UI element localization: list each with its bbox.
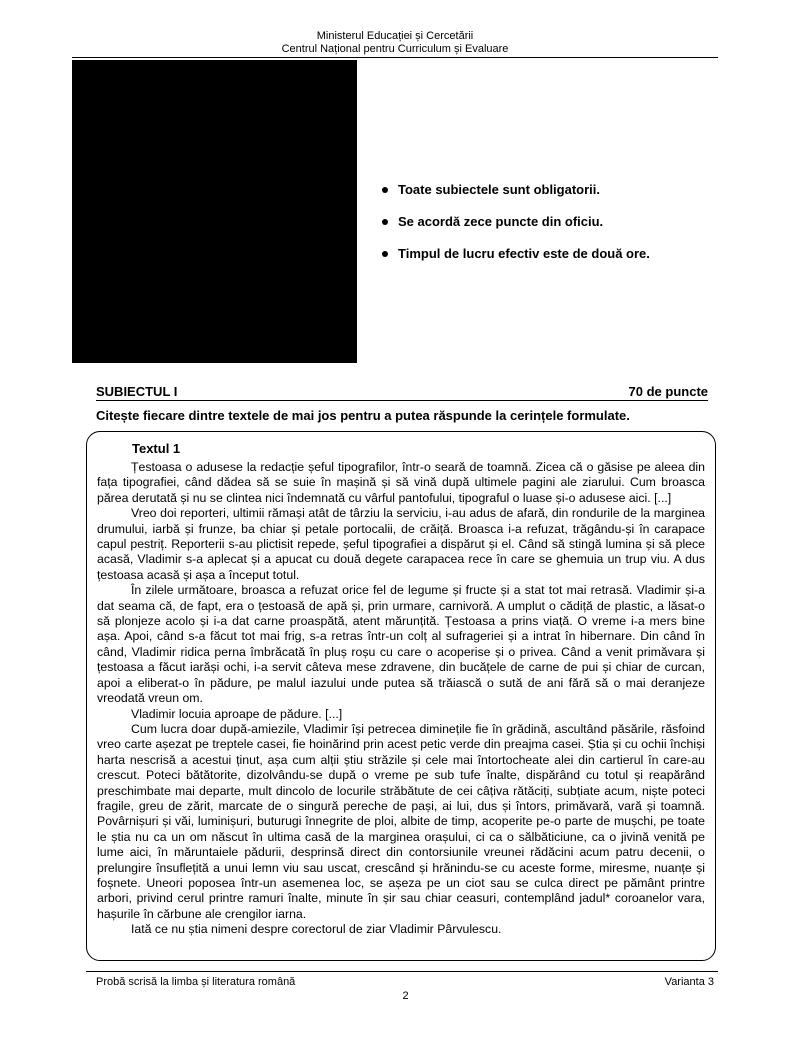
instruction-item: Timpul de lucru efectiv este de două ore.: [380, 245, 650, 277]
text-1-box: [86, 431, 716, 961]
redacted-image: [72, 60, 357, 363]
ministry-name: Ministerul Educației și Cercetării: [316, 30, 474, 42]
text-paragraph: Vreo doi reporteri, ultimii rămași atât de târziu la serviciu, i-au adus de afară, din rondurile de la marginea drumului, iarbă și frunze, ba chiar și petale portocalii, de crăiță. Broasca i-a refuzat, trăgându-și în carapace capul pestriț. Reporterii s-au plictisit repede, șeful tipografiei a dispărut și el. Când să stingă lumina și să plece acasă, Vladimir s-a aplecat și a apucat cu două degete carapacea rece în care se ghemuia un trup viu. A dus țestoasa acasă și așa a început totul.: [97, 506, 705, 582]
text-1-title: Textul 1: [132, 441, 181, 456]
subject-heading: [96, 384, 708, 401]
subject-title: SUBIECTUL I: [96, 384, 178, 399]
instruction-item: Toate subiectele sunt obligatorii.: [380, 181, 650, 213]
page-number: 2: [402, 990, 409, 1002]
footer-variant: Varianta 3: [664, 976, 714, 988]
exam-instructions: [380, 181, 650, 277]
text-paragraph: Cum lucra doar după-amiezile, Vladimir își petrecea diminețile fie în grădină, ascultând păsările, răsfoind vreo carte așezat pe treptele casei, fie hoinărind prin acest petic verde din preajma casei. Știa și cu ochii închiși harta nescrisă a acestui ținut, așa cum alții știu străzile și cele mai întortocheate alei din cartierul în care-au crescut. Poteci bătătorite, dizolvându-se după o vreme pe sub tufe înalte, dispărând cu totul și reapărând preschimbate mai departe, mult dincolo de locurile străbătute de cei câțiva rătăciți, subțiate acum, niște poteci fragile, greu de zărit, marcate de o singură pereche de pași, ai lui, dus și întors, primăvară, vară și toamnă. Povârnișuri și văi, luminișuri, buturugi înnegrite de ploi, albite de timp, acoperite pe-o parte de mușchi, pe toate le știa nu ca un om născut în ultima casă de la marginea orașului, ci ca o sălbăticiune, ca o jivină venită pe lume aici, în măruntaiele pădurii, desprinsă direct din contorsiunile vreunei rădăcini acum patru decenii, o prelungire însuflețită a unui lemn viu sau uscat, crescând și hrănindu-se cu aceste forme, miresme, nuanțe și foșnete. Uneori poposea într-un asemenea loc, se așeza pe un ciot sau se culca direct pe pământ printre arbori, privind cerul printre ramuri înalte, minute în șir sau chiar ceasuri, contemplând jadul* coroanelor vara, hașurile în cărbune ale crengilor iarna.: [97, 721, 705, 921]
center-name: Centrul Național pentru Curriculum și Evaluare: [281, 43, 509, 55]
text-paragraph: Țestoasa o adusese la redacție șeful tipografilor, într-o seară de toamnă. Zicea că o găsise pe aleea din fața tipografiei, când dădea să se suie în mașină și să vină după ultimele pagini ale ziarului. Cum broasca părea derutată și nu se clintea nici îndemnată cu vârful pantofului, tipograful o luase și-o adusese aici. [...]: [97, 460, 705, 505]
text-1-body: [97, 460, 705, 938]
footer-divider: [86, 971, 718, 972]
text-paragraph: În zilele următoare, broasca a refuzat orice fel de legume și fructe și a stat tot mai retrasă. Vladimir și-a dat seama că, de fapt, era o țestoasă de apă și, prin urmare, carnivoră. A umplut o cădiță de plastic, a lăsat-o să plonjeze acolo și i-a dat carne proaspătă, atent mărunțită. Țestoasa a prins viață. O vreme i-a mers bine așa. Apoi, când s-a făcut tot mai frig, s-a retras într-un colț al sufrageriei și a intrat în hibernare. Din când în când, Vladimir ridica perna îmbrăcată în pluș roșu cu care o acoperise și o privea. Când a venit primăvara și țestoasa a făcut iarăși ochi, i-a servit câteva mese zdravene, din bucățele de carne de pui și chiar de curcan, apoi a eliberat-o în pădure, pe malul iazului unde putea să trăiască o sută de ani fără să o mai deranjeze vreodată vreun om.: [97, 583, 705, 706]
instruction-item: Se acordă zece puncte din oficiu.: [380, 213, 650, 245]
subject-instruction: Citește fiecare dintre textele de mai jos pentru a putea răspunde la cerințele formulate.: [96, 408, 630, 423]
text-paragraph: Iată ce nu știa nimeni despre corectorul de ziar Vladimir Pârvulescu.: [131, 922, 502, 937]
subject-points: 70 de puncte: [628, 384, 708, 399]
header-divider: [72, 57, 718, 58]
footer-exam-name: Probă scrisă la limba și literatura română: [96, 976, 296, 988]
text-paragraph: Vladimir locuia aproape de pădure. [...]: [131, 706, 343, 721]
page-header: [72, 30, 718, 56]
